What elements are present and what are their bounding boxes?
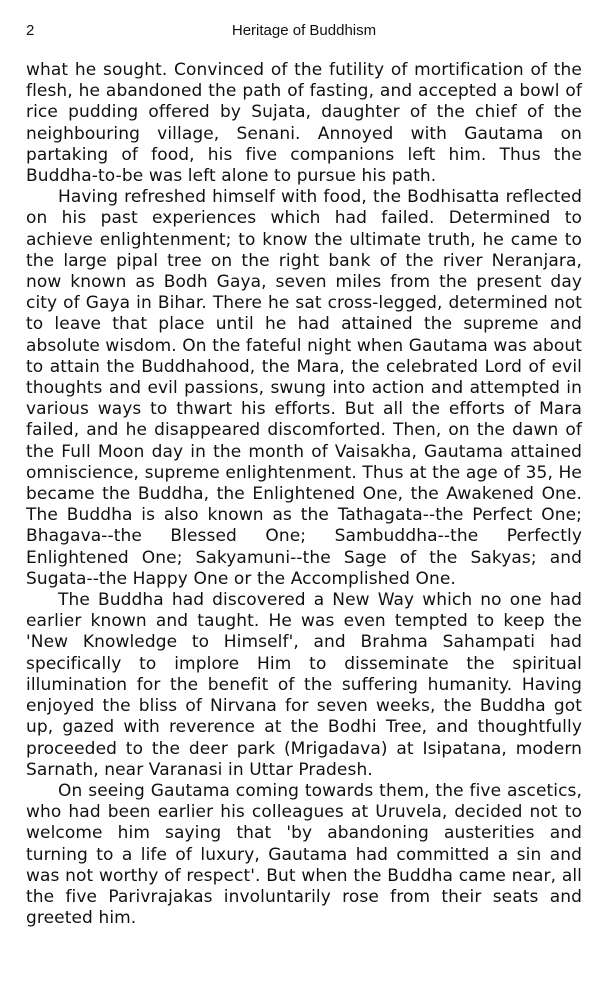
- running-head: Heritage of Buddhism: [231, 22, 377, 39]
- paragraph-five-ascetics: On seeing Gautama coming towards them, the five ascetics, who had been earlier his colleagues at Uruvela, decided not to welcome him saying that 'by abandoning austerities and turning to a life of luxury, Gautama had committed a sin and was not worthy of respect'. But when the Buddha came near, all the five Parivrajakas involuntarily rose from their seats and greeted him.: [26, 780, 582, 929]
- page-number: 2: [26, 22, 35, 39]
- body-text: [26, 60, 582, 929]
- paragraph-continuation: what he sought. Convinced of the futility of mortification of the flesh, he abandoned the path of fasting, and accepted a bowl of rice pudding offered by Sujata, daughter of the chief of the neighbouring village, Senani. Annoyed with Gautama on partaking of food, his five companions left him. Thus the Buddha-to-be was left alone to pursue his path.: [26, 60, 582, 187]
- page-header: [26, 22, 582, 44]
- paragraph-new-way: The Buddha had discovered a New Way which no one had earlier known and taught. He was even tempted to keep the 'New Knowledge to Himself', and Brahma Sahampati had specifically to implore Him to disseminate the spiritual illumination for the benefit of the suffering humanity. Having enjoyed the bliss of Nirvana for seven weeks, the Buddha got up, gazed with reverence at the Bodhi Tree, and thoughtfully proceeded to the deer park (Mrigadava) at Isipatana, modern Sarnath, near Varanasi in Uttar Pradesh.: [26, 590, 582, 780]
- paragraph-enlightenment: Having refreshed himself with food, the Bodhisatta reflected on his past experiences which had failed. Determined to achieve enlightenment; to know the ultimate truth, he came to the large pipal tree on the right bank of the river Neranjara, now known as Bodh Gaya, seven miles from the present day city of Gaya in Bihar. There he sat cross-legged, determined not to leave that place until he had attained the supreme and absolute wisdom. On the fateful night when Gautama was about to attain the Buddhahood, the Mara, the celebrated Lord of evil thoughts and evil passions, swung into action and attempted in various ways to thwart his efforts. But all the efforts of Mara failed, and he disappeared discomforted. Then, on the dawn of the Full Moon day in the month of Vaisakha, Gautama attained omniscience, supreme enlightenment. Thus at the age of 35, He became the Buddha, the Enlightened One, the Awakened One. The Buddha is also known as the Tathagata--the Perfect One; Bhagava--the Blessed One; Sambuddha--the Perfectly Enlightened One; Sakyamuni--the Sage of the Sakyas; and Sugata--the Happy One or the Accomplished One.: [26, 187, 582, 589]
